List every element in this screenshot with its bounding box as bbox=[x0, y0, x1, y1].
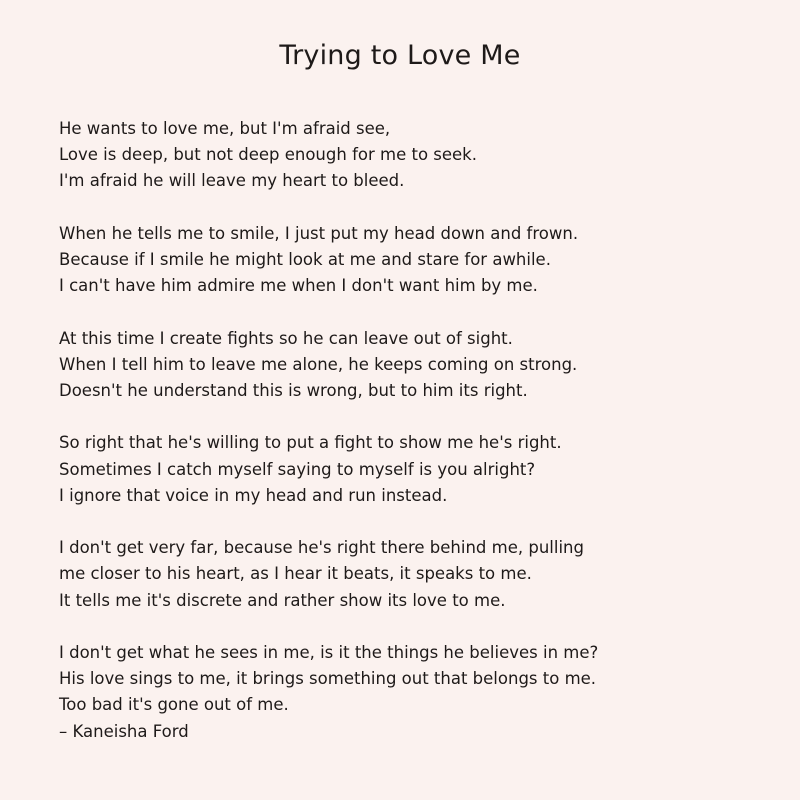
stanza-final bbox=[59, 640, 759, 745]
poem-line: It tells me it's discrete and rather show its love to me. bbox=[59, 590, 506, 610]
poem-line: Because if I smile he might look at me and stare for awhile. bbox=[59, 250, 551, 269]
poem-line: Love is deep, but not deep enough for me to seek. bbox=[59, 145, 477, 165]
poem-body bbox=[59, 116, 759, 745]
poem-line: When he tells me to smile, I just put my head down and frown. bbox=[59, 223, 579, 243]
poem-line: Too bad it's gone out of me. bbox=[59, 695, 289, 715]
poem-line: Sometimes I catch myself saying to myself is you alright? bbox=[59, 459, 536, 479]
poem-line: I ignore that voice in my head and run instead. bbox=[59, 485, 448, 505]
poem-line: I'm afraid he will leave my heart to bleed. bbox=[59, 171, 405, 191]
poem-line: When I tell him to leave me alone, he keeps coming on strong. bbox=[59, 354, 578, 374]
poem-line: me closer to his heart, as I hear it beats, it speaks to me. bbox=[59, 564, 532, 584]
poem-title: Trying to Love Me bbox=[279, 40, 521, 71]
poem-author: – Kaneisha Ford bbox=[59, 721, 189, 741]
poem-line: Doesn't he understand this is wrong, but to him its right. bbox=[59, 381, 528, 400]
poem-line: I don't get what he sees in me, is it the things he believes in me? bbox=[59, 642, 599, 662]
poem-line: I don't get very far, because he's right there behind me, pulling bbox=[59, 538, 584, 558]
stanza bbox=[59, 430, 759, 509]
poem-line: So right that he's willing to put a fight to show me he's right. bbox=[59, 433, 562, 453]
stanza bbox=[59, 221, 759, 300]
stanza bbox=[59, 116, 759, 195]
poem-line: At this time I create fights so he can leave out of sight. bbox=[59, 328, 513, 348]
stanza bbox=[59, 535, 759, 614]
poem-line: He wants to love me, but I'm afraid see, bbox=[59, 119, 391, 138]
stanza bbox=[59, 326, 759, 405]
poem-line: I can't have him admire me when I don't want him by me. bbox=[59, 276, 538, 296]
poem-line: His love sings to me, it brings something out that belongs to me. bbox=[59, 669, 597, 689]
